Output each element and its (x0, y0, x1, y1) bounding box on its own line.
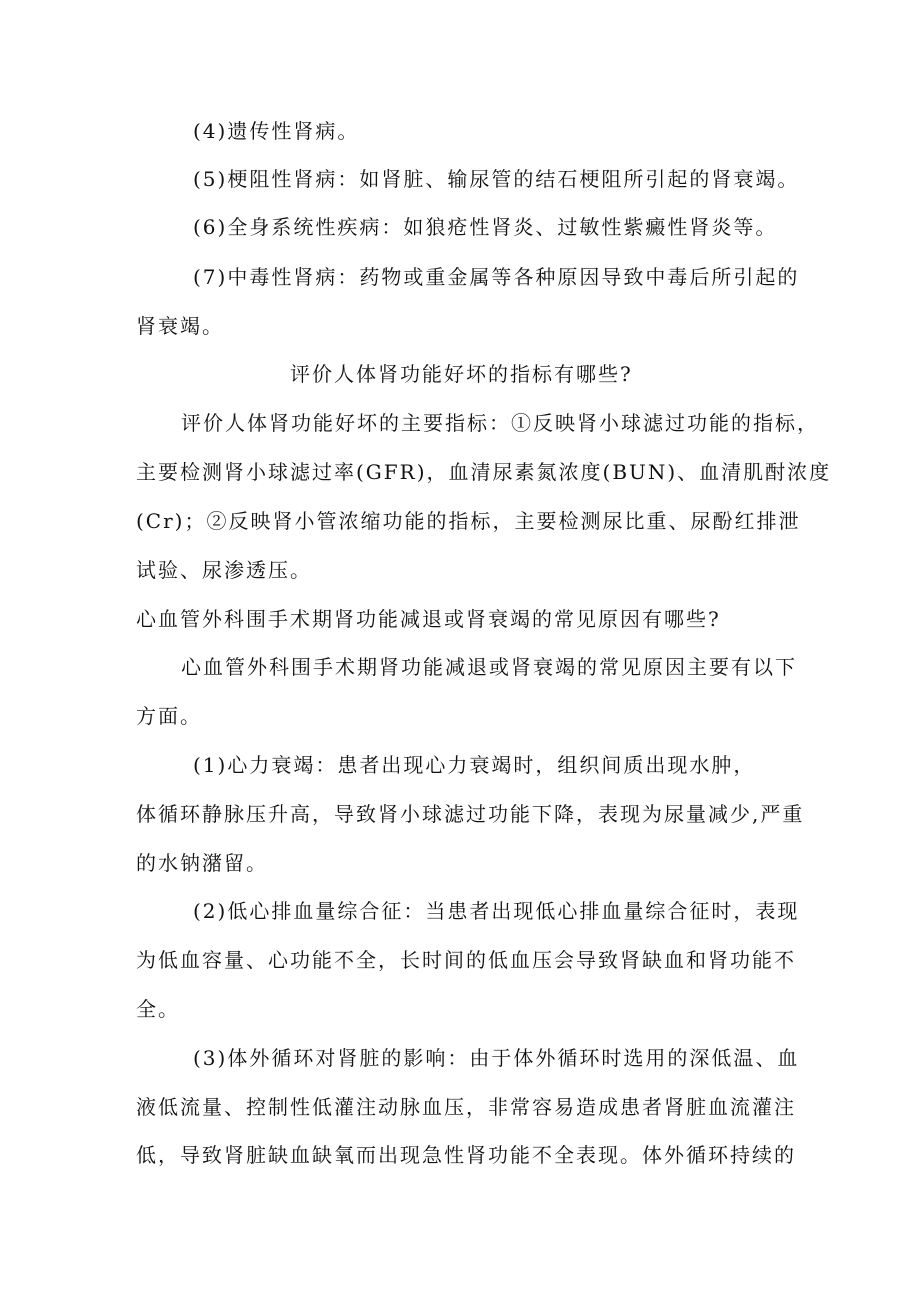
text-line: 肾衰竭。 (136, 314, 224, 338)
text-line: (7)中毒性肾病：药物或重金属等各种原因导致中毒后所引起的 (193, 265, 800, 289)
section-heading: 心血管外科围手术期肾功能减退或肾衰竭的常见原因有哪些? (136, 607, 721, 631)
text-line: 试验、尿渗透压。 (136, 558, 312, 582)
text-line: 的水钠潴留。 (136, 851, 268, 875)
text-line: (3)体外循环对肾脏的影响：由于体外循环时选用的深低温、血 (193, 1046, 800, 1070)
text-line: (5)梗阻性肾病：如肾脏、输尿管的结石梗阻所引起的肾衰竭。 (193, 167, 800, 191)
text-line: 方面。 (136, 704, 202, 728)
text-line: (6)全身系统性疾病：如狼疮性肾炎、过敏性紫癜性肾炎等。 (193, 215, 778, 239)
text-line: (Cr)；②反映肾小管浓缩功能的指标，主要检测尿比重、尿酚红排泄 (136, 509, 801, 533)
text-line: (2)低心排血量综合征：当患者出现低心排血量综合征时，表现 (193, 899, 800, 923)
text-line: 评价人体肾功能好坏的主要指标：①反映肾小球滤过功能的指标， (181, 411, 819, 435)
text-line: 全。 (136, 997, 180, 1021)
text-line: 低，导致肾脏缺血缺氧而出现急性肾功能不全表现。体外循环持续的 (136, 1143, 796, 1167)
text-line: 为低血容量、心功能不全，长时间的低血压会导致肾缺血和肾功能不 (136, 948, 796, 972)
text-line: 液低流量、控制性低灌注动脉血压，非常容易造成患者肾脏血流灌注 (136, 1095, 796, 1119)
text-line: 主要检测肾小球滤过率(GFR)，血清尿素氮浓度(BUN)、血清肌酎浓度 (136, 460, 832, 484)
section-heading: 评价人体肾功能好坏的指标有哪些? (290, 362, 633, 386)
text-line: (1)心力衰竭：患者出现心力衰竭时，组织间质出现水肿， (193, 753, 756, 777)
text-line: 心血管外科围手术期肾功能减退或肾衰竭的常见原因主要有以下 (181, 655, 797, 679)
text-line: (4)遗传性肾病。 (193, 119, 360, 143)
text-line: 体循环静脉压升高，导致肾小球滤过功能下降，表现为尿量减少,严重 (136, 802, 805, 826)
